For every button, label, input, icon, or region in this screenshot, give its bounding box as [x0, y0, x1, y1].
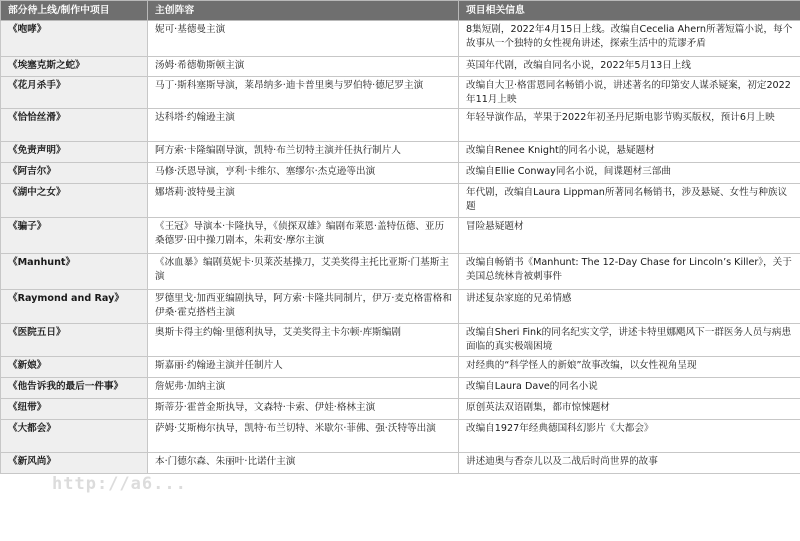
info-cell: 改编自Sheri Fink的同名纪实文学，讲述卡特里娜飓风下一群医务人员与病患面临的真实极端困境 [459, 324, 800, 357]
header-row [1, 1, 800, 21]
cast-cell: 达科塔·约翰逊主演 [148, 109, 459, 142]
project-title-cell: 《花月杀手》 [1, 77, 148, 109]
project-title-cell: 《免责声明》 [1, 142, 148, 163]
info-cell: 年轻导演作品，苹果于2022年初圣丹尼斯电影节购买版权，预计6月上映 [459, 109, 800, 142]
watermark: http://a6... [52, 474, 187, 494]
cast-cell: 马修·沃恩导演，亨利·卡维尔、塞缪尔·杰克逊等出演 [148, 163, 459, 184]
info-cell: 改编自Renee Knight的同名小说，悬疑题材 [459, 142, 800, 163]
info-cell: 8集短剧，2022年4月15日上线。改编自Cecelia Ahern所著短篇小说，每个故事从一个独特的女性视角讲述，探索生活中的荒谬矛盾 [459, 21, 800, 57]
info-cell: 改编自大卫·格雷恩同名畅销小说，讲述著名的印第安人谋杀疑案，初定2022年11月上映 [459, 77, 800, 109]
info-cell: 原创英法双语剧集，都市惊悚题材 [459, 399, 800, 420]
cast-cell: 罗德里戈·加西亚编剧执导，阿方索·卡隆共同制片，伊万·麦克格雷格和伊桑·霍克搭档主演 [148, 290, 459, 324]
table-row [1, 218, 800, 254]
project-title-cell: 《Manhunt》 [1, 254, 148, 290]
info-cell: 讲述复杂家庭的兄弟情感 [459, 290, 800, 324]
info-cell: 改编自Ellie Conway同名小说，间谍题材三部曲 [459, 163, 800, 184]
cast-cell: 娜塔莉·波特曼主演 [148, 184, 459, 218]
cast-cell: 马丁·斯科塞斯导演，莱昂纳多·迪卡普里奥与罗伯特·德尼罗主演 [148, 77, 459, 109]
project-title-cell: 《恰恰丝滑》 [1, 109, 148, 142]
table-body [1, 21, 800, 474]
cast-cell: 阿方索·卡隆编剧导演，凯特·布兰切特主演并任执行制片人 [148, 142, 459, 163]
cast-cell: 斯嘉丽·约翰逊主演并任制片人 [148, 357, 459, 378]
table-row [1, 420, 800, 453]
header-info: 项目相关信息 [459, 1, 800, 21]
cast-cell: 詹妮弗·加纳主演 [148, 378, 459, 399]
project-title-cell: 《阿吉尔》 [1, 163, 148, 184]
table-row [1, 77, 800, 109]
cast-cell: 《王冠》导演本·卡隆执导，《侦探双雄》编剧布莱恩·盖特伍德、亚历桑德罗·田中操刀剧本，朱莉安·摩尔主演 [148, 218, 459, 254]
table-row [1, 184, 800, 218]
cast-cell: 妮可·基德曼主演 [148, 21, 459, 57]
table-row [1, 142, 800, 163]
table-row [1, 163, 800, 184]
table-row [1, 290, 800, 324]
info-cell: 英国年代剧，改编自同名小说，2022年5月13日上线 [459, 57, 800, 77]
project-title-cell: 《埃塞克斯之蛇》 [1, 57, 148, 77]
info-cell: 讲述迪奥与香奈儿以及二战后时尚世界的故事 [459, 453, 800, 474]
info-cell: 改编自1927年经典德国科幻影片《大都会》 [459, 420, 800, 453]
header-project: 部分待上线/制作中项目 [1, 1, 148, 21]
header-cast: 主创阵容 [148, 1, 459, 21]
cast-cell: 萨姆·艾斯梅尔执导，凯特·布兰切特、米歇尔·菲佛、强·沃特等出演 [148, 420, 459, 453]
cast-cell: 汤姆·希德勒斯顿主演 [148, 57, 459, 77]
table-row [1, 109, 800, 142]
project-title-cell: 《新风尚》 [1, 453, 148, 474]
info-cell: 改编自Laura Dave的同名小说 [459, 378, 800, 399]
table-row [1, 378, 800, 399]
cast-cell: 奥斯卡得主约翰·里德利执导，艾美奖得主卡尔顿·库斯编剧 [148, 324, 459, 357]
table-row [1, 453, 800, 474]
project-title-cell: 《他告诉我的最后一件事》 [1, 378, 148, 399]
cast-cell: 斯蒂芬·霍普金斯执导，文森特·卡索、伊娃·格林主演 [148, 399, 459, 420]
project-title-cell: 《咆哮》 [1, 21, 148, 57]
project-title-cell: 《湖中之女》 [1, 184, 148, 218]
project-title-cell: 《大都会》 [1, 420, 148, 453]
project-title-cell: 《新娘》 [1, 357, 148, 378]
project-title-cell: 《纽带》 [1, 399, 148, 420]
project-title-cell: 《骗子》 [1, 218, 148, 254]
project-title-cell: 《Raymond and Ray》 [1, 290, 148, 324]
table-row [1, 324, 800, 357]
table-row [1, 57, 800, 77]
table-row [1, 21, 800, 57]
info-cell: 改编自畅销书《Manhunt: The 12-Day Chase for Lincoln’s Killer》，关于美国总统林肯被刺事件 [459, 254, 800, 290]
info-cell: 对经典的“科学怪人的新娘”故事改编，以女性视角呈现 [459, 357, 800, 378]
cast-cell: 本·门德尔森、朱丽叶·比诺什主演 [148, 453, 459, 474]
table-row [1, 254, 800, 290]
info-cell: 年代剧，改编自Laura Lippman所著同名畅销书，涉及悬疑、女性与种族议题 [459, 184, 800, 218]
table-row [1, 399, 800, 420]
info-cell: 冒险悬疑题材 [459, 218, 800, 254]
table-row [1, 357, 800, 378]
project-title-cell: 《医院五日》 [1, 324, 148, 357]
cast-cell: 《冰血暴》编剧莫妮卡·贝莱茨基操刀，艾美奖得主托比亚斯·门基斯主演 [148, 254, 459, 290]
